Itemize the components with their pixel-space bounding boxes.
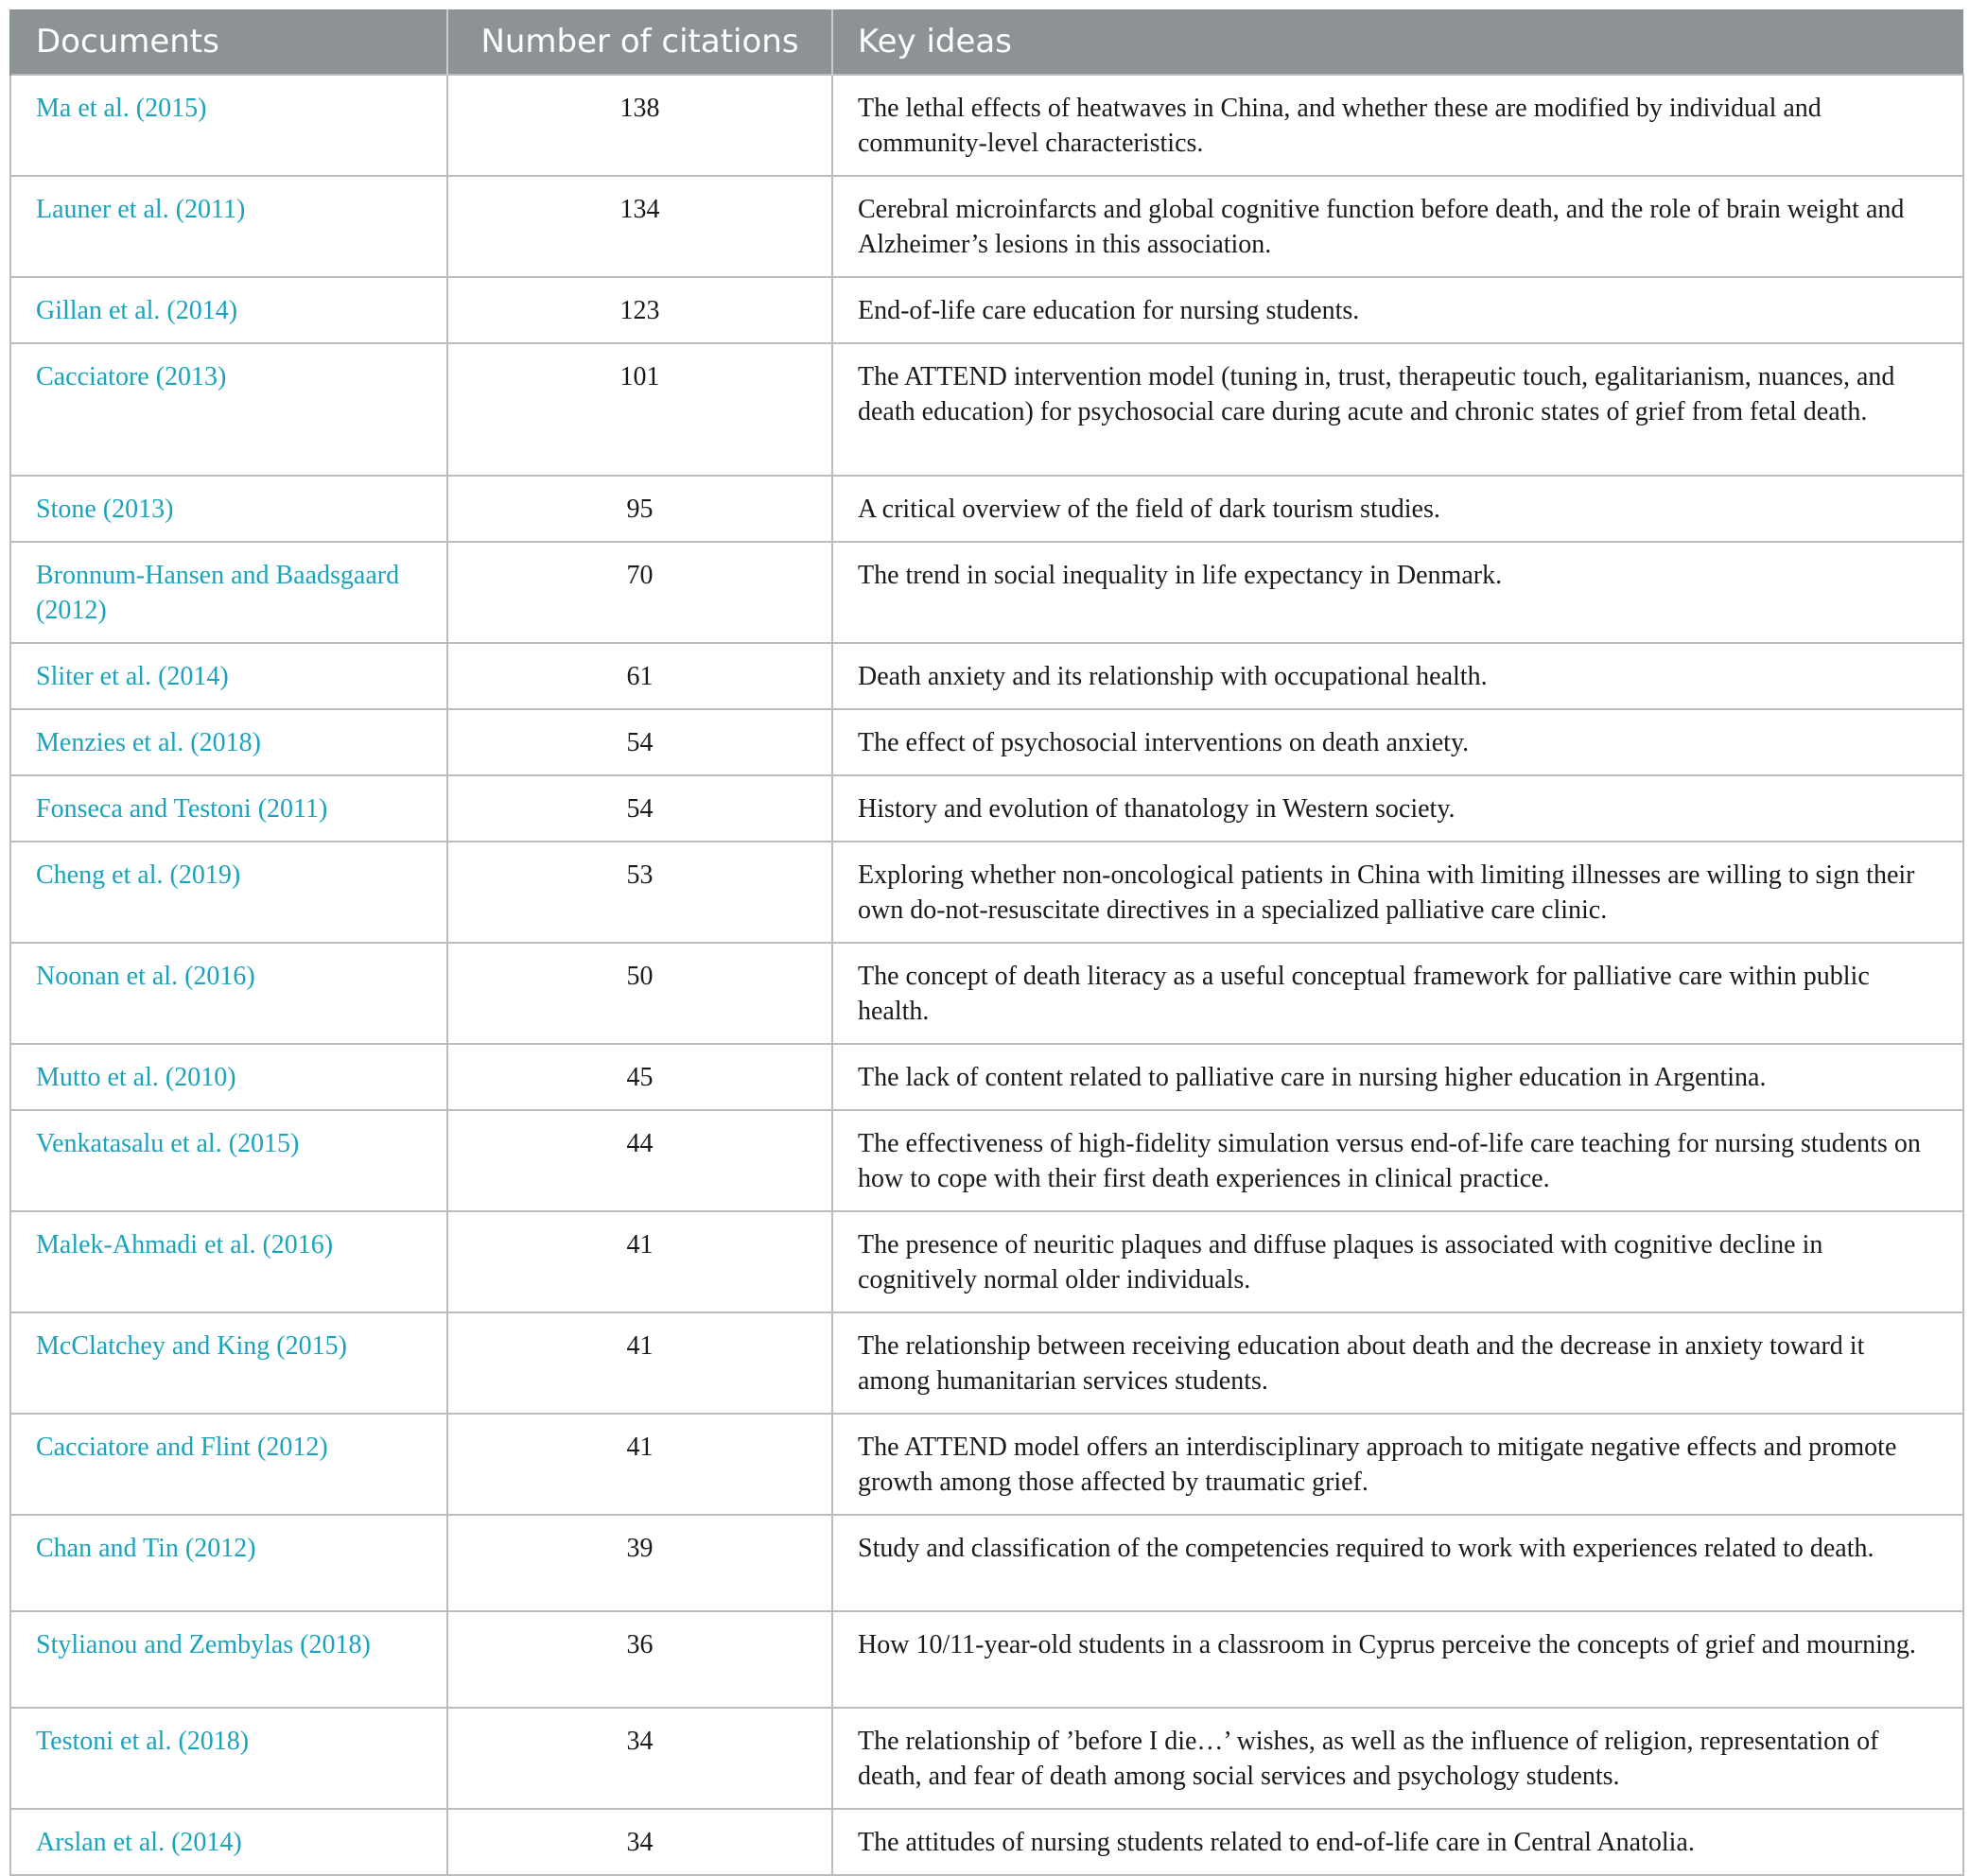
key-idea: The lethal effects of heatwaves in China, and whether these are modified by individual and community-level characteristics. [832,75,1963,176]
document-link[interactable]: Menzies et al. (2018) [10,709,447,775]
citation-count: 41 [447,1414,832,1515]
table-row [10,476,1963,542]
table-row [10,343,1963,476]
header-documents: Documents [10,9,447,75]
key-idea: Death anxiety and its relationship with occupational health. [832,643,1963,709]
key-idea: The lack of content related to palliative care in nursing higher education in Argentina. [832,1044,1963,1110]
header-number-of-citations: Number of citations [447,9,832,75]
table-row [10,1414,1963,1515]
key-idea: Study and classification of the competencies required to work with experiences related to death. [832,1515,1963,1611]
table-row [10,1312,1963,1414]
citation-count: 34 [447,1809,832,1875]
table-row [10,775,1963,842]
citation-count: 44 [447,1110,832,1211]
citation-count: 45 [447,1044,832,1110]
table-row [10,542,1963,643]
key-idea: The ATTEND model offers an interdisciplinary approach to mitigate negative effects and promote growth among those affected by traumatic grief. [832,1414,1963,1515]
document-link[interactable]: Chan and Tin (2012) [10,1515,447,1611]
document-link[interactable]: Stylianou and Zembylas (2018) [10,1611,447,1708]
citation-count: 138 [447,75,832,176]
citation-count: 61 [447,643,832,709]
table-row [10,1708,1963,1809]
document-link[interactable]: Cacciatore (2013) [10,343,447,476]
table-row [10,709,1963,775]
document-link[interactable]: Venkatasalu et al. (2015) [10,1110,447,1211]
document-link[interactable]: Launer et al. (2011) [10,176,447,277]
document-link[interactable]: Gillan et al. (2014) [10,277,447,343]
key-idea: The effect of psychosocial interventions on death anxiety. [832,709,1963,775]
citation-count: 36 [447,1611,832,1708]
document-link[interactable]: Bronnum-Hansen and Baadsgaard (2012) [10,542,447,643]
table-row [10,943,1963,1044]
table-row [10,176,1963,277]
citation-count: 41 [447,1211,832,1312]
key-idea: Exploring whether non-oncological patients in China with limiting illnesses are willing to sign their own do-not-resuscitate directives in a specialized palliative care clinic. [832,842,1963,943]
key-idea: The relationship of ’before I die…’ wishes, as well as the influence of religion, representation of death, and fear of death among social services and psychology students. [832,1708,1963,1809]
table-row [10,1515,1963,1611]
document-link[interactable]: Cheng et al. (2019) [10,842,447,943]
document-link[interactable]: Cacciatore and Flint (2012) [10,1414,447,1515]
citation-count: 41 [447,1312,832,1414]
document-link[interactable]: Testoni et al. (2018) [10,1708,447,1809]
table-row [10,643,1963,709]
table-row [10,1110,1963,1211]
table-row [10,1611,1963,1708]
document-link[interactable]: Noonan et al. (2016) [10,943,447,1044]
key-idea: Cerebral microinfarcts and global cognitive function before death, and the role of brain weight and Alzheimer’s lesions in this association. [832,176,1963,277]
table-row [10,1211,1963,1312]
document-link[interactable]: Mutto et al. (2010) [10,1044,447,1110]
key-idea: History and evolution of thanatology in Western society. [832,775,1963,842]
document-link[interactable]: Malek-Ahmadi et al. (2016) [10,1211,447,1312]
key-idea: The effectiveness of high-fidelity simulation versus end-of-life care teaching for nursing students on how to cope with their first death experiences in clinical practice. [832,1110,1963,1211]
document-link[interactable]: Stone (2013) [10,476,447,542]
key-idea: The relationship between receiving education about death and the decrease in anxiety toward it among humanitarian services students. [832,1312,1963,1414]
citations-table-container [9,9,1962,1876]
key-idea: End-of-life care education for nursing students. [832,277,1963,343]
document-link[interactable]: Fonseca and Testoni (2011) [10,775,447,842]
document-link[interactable]: McClatchey and King (2015) [10,1312,447,1414]
citation-count: 134 [447,176,832,277]
citation-count: 50 [447,943,832,1044]
citation-count: 53 [447,842,832,943]
key-idea: How 10/11-year-old students in a classroom in Cyprus perceive the concepts of grief and mourning. [832,1611,1963,1708]
key-idea: The presence of neuritic plaques and diffuse plaques is associated with cognitive decline in cognitively normal older individuals. [832,1211,1963,1312]
table-row [10,1809,1963,1875]
citation-count: 95 [447,476,832,542]
table-row [10,75,1963,176]
citation-count: 54 [447,775,832,842]
document-link[interactable]: Ma et al. (2015) [10,75,447,176]
citation-count: 123 [447,277,832,343]
key-idea: The concept of death literacy as a useful conceptual framework for palliative care within public health. [832,943,1963,1044]
citation-count: 101 [447,343,832,476]
header-key-ideas: Key ideas [832,9,1963,75]
table-header-row [10,9,1963,75]
citations-table [9,9,1964,1876]
document-link[interactable]: Arslan et al. (2014) [10,1809,447,1875]
citation-count: 54 [447,709,832,775]
citation-count: 39 [447,1515,832,1611]
key-idea: The attitudes of nursing students related to end-of-life care in Central Anatolia. [832,1809,1963,1875]
document-link[interactable]: Sliter et al. (2014) [10,643,447,709]
key-idea: A critical overview of the field of dark tourism studies. [832,476,1963,542]
citation-count: 70 [447,542,832,643]
key-idea: The trend in social inequality in life expectancy in Denmark. [832,542,1963,643]
table-row [10,277,1963,343]
table-row [10,842,1963,943]
table-row [10,1044,1963,1110]
citation-count: 34 [447,1708,832,1809]
key-idea: The ATTEND intervention model (tuning in, trust, therapeutic touch, egalitarianism, nuances, and death education) for psychosocial care during acute and chronic states of grief from fetal death. [832,343,1963,476]
